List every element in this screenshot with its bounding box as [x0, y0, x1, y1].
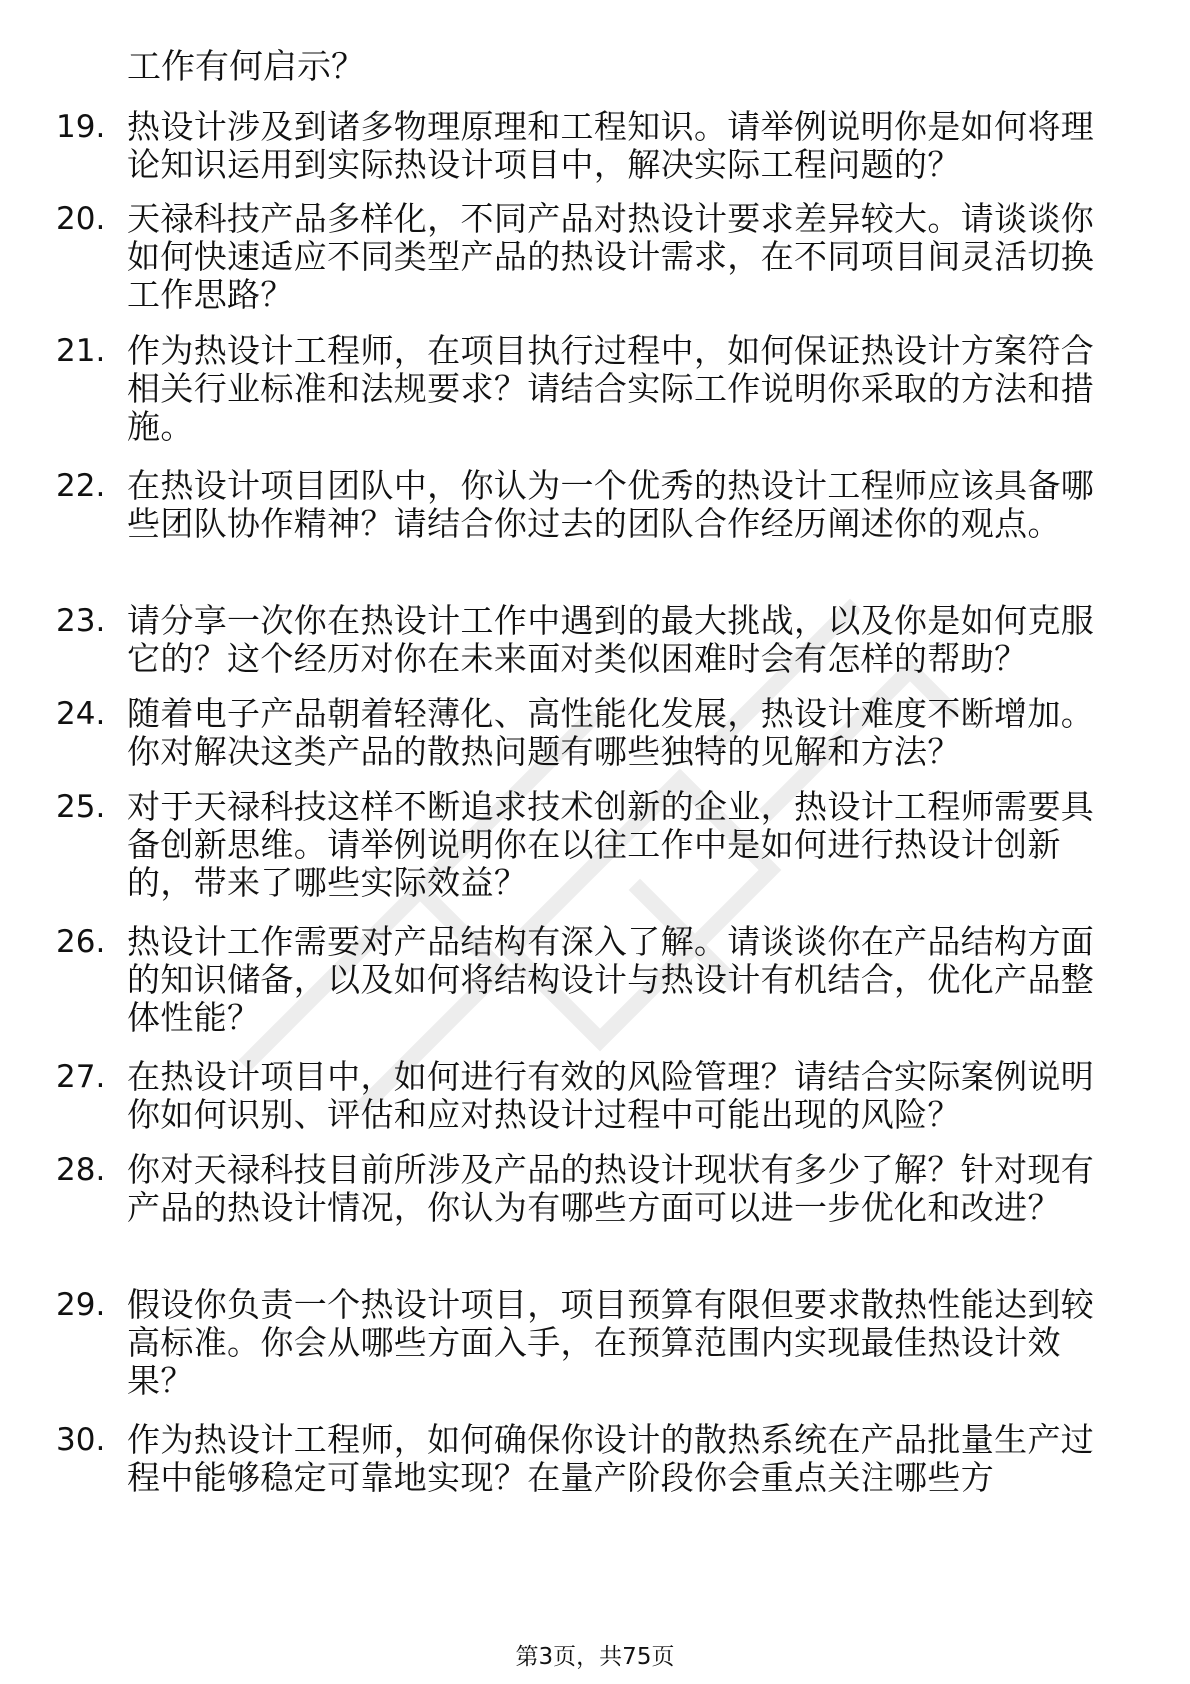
question-number: 27.	[56, 1059, 106, 1095]
question-text: 作为热设计工程师，在项目执行过程中，如何保证热设计方案符合相关行业标准和法规要求？请结合实际工作说明你采取的方法和措施。	[127, 331, 1095, 446]
question-number: 30.	[56, 1422, 106, 1458]
question-number: 23.	[56, 603, 106, 639]
question-text: 热设计涉及到诸多物理原理和工程知识。请举例说明你是如何将理论知识运用到实际热设计项目中，解决实际工程问题的？	[127, 107, 1095, 184]
question-number: 29.	[56, 1287, 106, 1323]
question-text: 在热设计项目中，如何进行有效的风险管理？请结合实际案例说明你如何识别、评估和应对热设计过程中可能出现的风险？	[127, 1057, 1095, 1134]
page-footer: 第3页，共75页	[515, 1644, 675, 1670]
question-text: 热设计工作需要对产品结构有深入了解。请谈谈你在产品结构方面的知识储备，以及如何将结构设计与热设计有机结合，优化产品整体性能？	[127, 922, 1095, 1037]
question-number: 22.	[56, 468, 106, 504]
question-text: 随着电子产品朝着轻薄化、高性能化发展，热设计难度不断增加。你对解决这类产品的散热问题有哪些独特的见解和方法？	[127, 694, 1095, 771]
question-text: 在热设计项目团队中，你认为一个优秀的热设计工程师应该具备哪些团队协作精神？请结合你过去的团队合作经历阐述你的观点。	[127, 466, 1095, 543]
question-text: 请分享一次你在热设计工作中遇到的最大挑战，以及你是如何克服它的？这个经历对你在未来面对类似困难时会有怎样的帮助？	[127, 601, 1095, 678]
question-text: 对于天禄科技这样不断追求技术创新的企业，热设计工程师需要具备创新思维。请举例说明你在以往工作中是如何进行热设计创新的，带来了哪些实际效益？	[127, 787, 1095, 902]
question-number: 20.	[56, 201, 106, 237]
question-number: 26.	[56, 924, 106, 960]
question-number: 25.	[56, 789, 106, 825]
question-text: 你对天禄科技目前所涉及产品的热设计现状有多少了解？针对现有产品的热设计情况，你认为有哪些方面可以进一步优化和改进？	[127, 1150, 1095, 1227]
question-number: 21.	[56, 333, 106, 369]
question-number: 24.	[56, 696, 106, 732]
question-text: 假设你负责一个热设计项目，项目预算有限但要求散热性能达到较高标准。你会从哪些方面入手，在预算范围内实现最佳热设计效果？	[127, 1285, 1095, 1400]
question-text: 天禄科技产品多样化，不同产品对热设计要求差异较大。请谈谈你如何快速适应不同类型产品的热设计需求，在不同项目间灵活切换工作思路？	[127, 199, 1095, 314]
question-number: 28.	[56, 1152, 106, 1188]
question-text: 作为热设计工程师，如何确保你设计的散热系统在产品批量生产过程中能够稳定可靠地实现？在量产阶段你会重点关注哪些方	[127, 1420, 1095, 1497]
question-number: 19.	[56, 109, 106, 145]
continuation-text: 工作有何启示？	[127, 47, 365, 87]
